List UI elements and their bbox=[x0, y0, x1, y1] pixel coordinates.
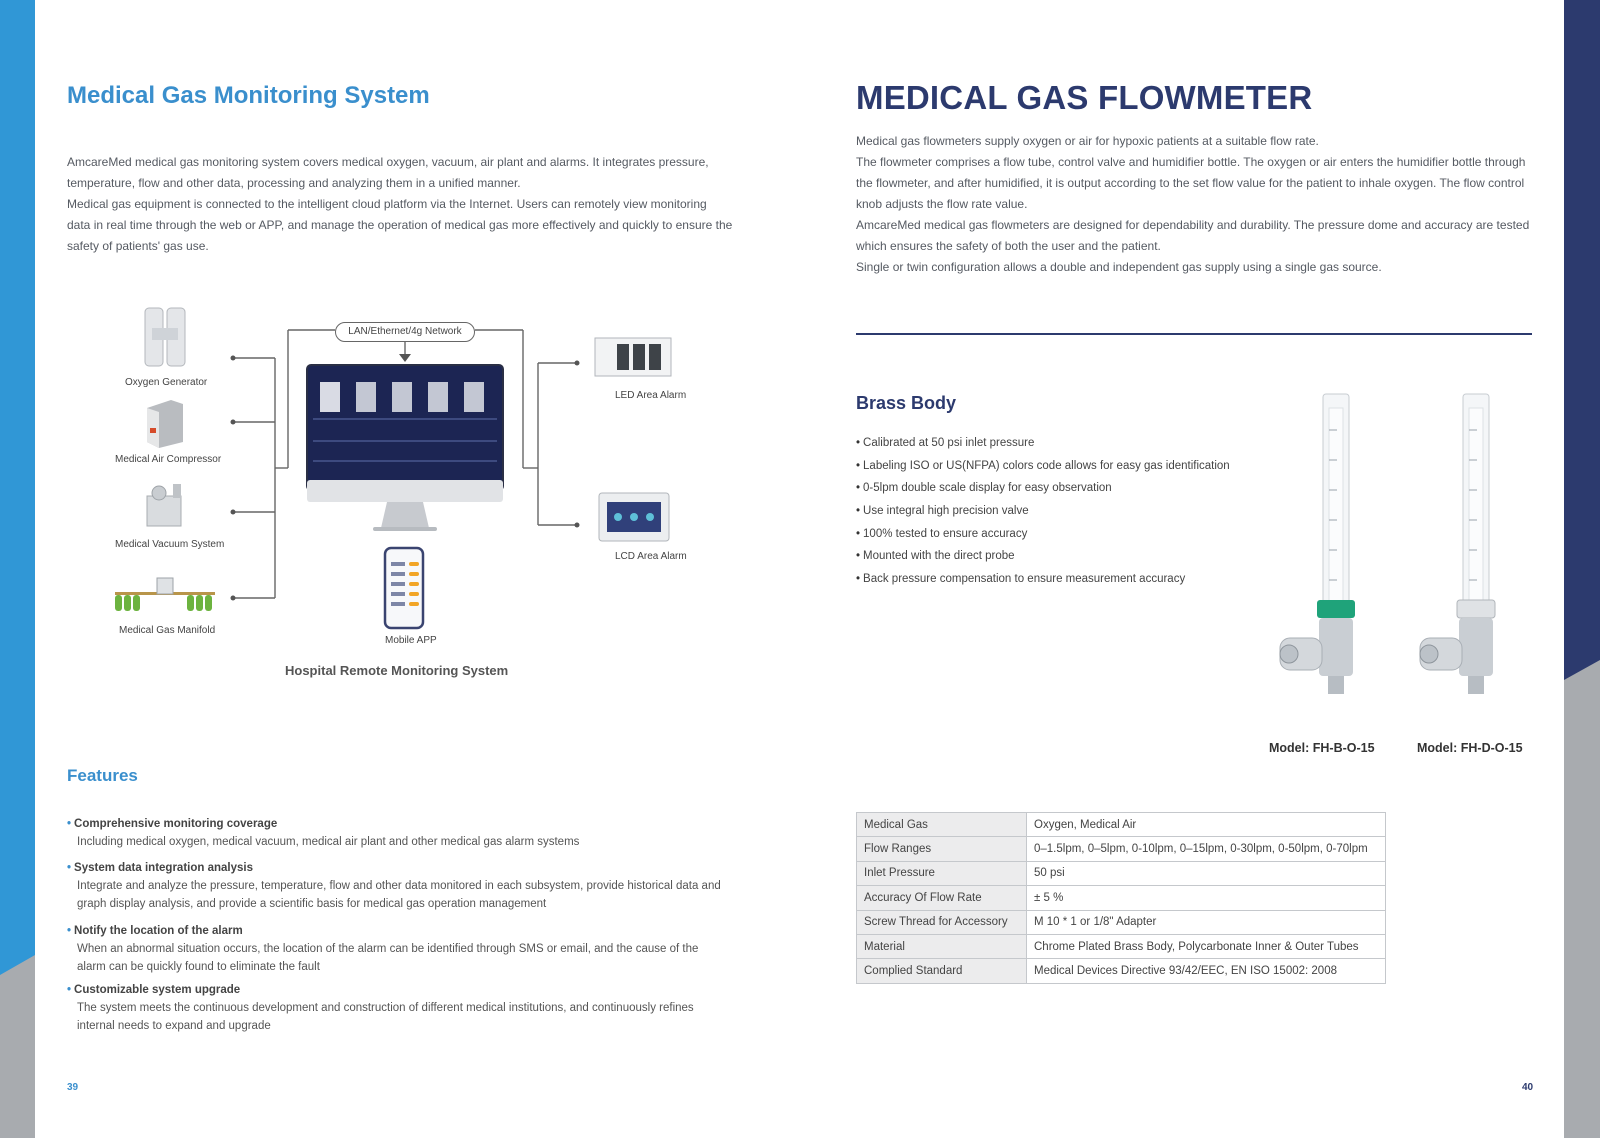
brass-feature-list bbox=[856, 432, 1276, 591]
device-label-oxygen-generator: Oxygen Generator bbox=[125, 377, 208, 388]
feature-body: Including medical oxygen, medical vacuum, medical air plant and other medical gas alarm systems bbox=[77, 836, 580, 848]
feature-body: When an abnormal situation occurs, the location of the alarm can be identified through SMS or email, and the cause of the alarm can be quickly found to eliminate the fault bbox=[77, 943, 699, 973]
spec-key: Material bbox=[857, 934, 1027, 958]
list-item bbox=[856, 455, 1276, 478]
brass-body-title: Brass Body bbox=[856, 393, 957, 413]
intro-line: AmcareMed medical gas monitoring system covers medical oxygen, vacuum, air plant and alarms. It integrates pressure, bbox=[67, 155, 709, 169]
spec-key: Inlet Pressure bbox=[857, 861, 1027, 885]
bullet-icon: • bbox=[67, 925, 72, 937]
bullet-icon: • bbox=[67, 818, 72, 830]
list-item-text: 100% tested to ensure accuracy bbox=[863, 527, 1028, 540]
table-row bbox=[857, 959, 1386, 983]
led-alarm-icon bbox=[595, 338, 671, 376]
network-arrow bbox=[399, 354, 411, 362]
spec-value: M 10 * 1 or 1/8" Adapter bbox=[1027, 910, 1386, 934]
feature-item bbox=[67, 925, 727, 976]
flowmeter-fh-d-o-15-image bbox=[1405, 390, 1530, 710]
intro-paragraph: AmcareMed medical gas flowmeters are designed for dependability and durability. The pressure dome and accuracy are tested which ensures the safety of both the user and the patient. bbox=[856, 218, 1530, 253]
alarm-label-lcd: LCD Area Alarm bbox=[615, 551, 687, 562]
feature-body: The system meets the continuous development and construction of different medical institutions, and continuously refines internal needs to expand and upgrade bbox=[77, 1002, 694, 1032]
flowmeter-intro bbox=[856, 131, 1532, 278]
monitor-icon bbox=[307, 365, 503, 531]
monitoring-intro bbox=[67, 152, 747, 257]
list-item bbox=[856, 477, 1276, 500]
right-corner-band bbox=[1564, 660, 1600, 1138]
spec-value: Medical Devices Directive 93/42/EEC, EN ISO 15002: 2008 bbox=[1027, 959, 1386, 983]
table-row bbox=[857, 934, 1386, 958]
table-row bbox=[857, 910, 1386, 934]
air-compressor-icon bbox=[147, 400, 183, 448]
feature-item bbox=[67, 862, 727, 913]
feature-item bbox=[67, 984, 727, 1035]
spec-key: Flow Ranges bbox=[857, 837, 1027, 861]
section-divider bbox=[856, 333, 1532, 335]
list-item bbox=[856, 500, 1276, 523]
list-item bbox=[856, 432, 1276, 455]
list-item-text: Use integral high precision valve bbox=[863, 505, 1029, 518]
feature-title: Customizable system upgrade bbox=[74, 984, 241, 996]
bullet-icon: • bbox=[856, 550, 861, 563]
spec-key: Medical Gas bbox=[857, 813, 1027, 837]
lcd-alarm-icon bbox=[599, 493, 669, 541]
list-item bbox=[856, 545, 1276, 568]
feature-item bbox=[67, 818, 727, 851]
monitoring-diagram bbox=[105, 300, 705, 700]
bullet-icon: • bbox=[856, 437, 861, 449]
alarm-label-led: LED Area Alarm bbox=[615, 390, 687, 401]
page-number-right: 40 bbox=[1522, 1082, 1534, 1093]
spec-value: 0–1.5lpm, 0–5lpm, 0-10lpm, 0–15lpm, 0-30lpm, 0-50lpm, 0-70lpm bbox=[1027, 837, 1386, 861]
flowmeter-fh-b-o-15-image bbox=[1265, 390, 1390, 710]
model-label-d: Model: FH-D-O-15 bbox=[1417, 741, 1523, 755]
bullet-icon: • bbox=[856, 459, 861, 472]
table-row bbox=[857, 861, 1386, 885]
network-label: LAN/Ethernet/4g Network bbox=[335, 322, 475, 342]
feature-title: System data integration analysis bbox=[74, 862, 253, 874]
feature-body: Integrate and analyze the pressure, temperature, flow and other data monitored in each subsystem, provide historical data and graph display analysis, and provide a scientific basis for medical gas operation management bbox=[77, 880, 721, 910]
gas-manifold-icon bbox=[115, 578, 215, 611]
diagram-caption: Hospital Remote Monitoring System bbox=[285, 663, 509, 678]
table-row bbox=[857, 837, 1386, 861]
vacuum-system-icon bbox=[147, 484, 181, 526]
spec-value: ± 5 % bbox=[1027, 886, 1386, 910]
left-corner-band bbox=[0, 955, 35, 1138]
bullet-icon: • bbox=[67, 984, 72, 996]
list-item-text: Calibrated at 50 psi inlet pressure bbox=[863, 437, 1035, 449]
list-item-text: Labeling ISO or US(NFPA) colors code allows for easy gas identification bbox=[863, 459, 1230, 472]
flowmeter-title: MEDICAL GAS FLOWMETER bbox=[856, 79, 1313, 116]
list-item bbox=[856, 523, 1276, 546]
list-item-text: Mounted with the direct probe bbox=[863, 550, 1015, 563]
mobile-app-label: Mobile APP bbox=[385, 635, 437, 646]
table-row bbox=[857, 813, 1386, 837]
model-label-b: Model: FH-B-O-15 bbox=[1269, 741, 1375, 755]
bullet-icon: • bbox=[856, 482, 861, 495]
bullet-icon: • bbox=[67, 862, 72, 874]
device-label-air-compressor: Medical Air Compressor bbox=[115, 454, 222, 465]
bullet-icon: • bbox=[856, 505, 861, 518]
mobile-phone-icon bbox=[385, 548, 423, 628]
spec-key: Accuracy Of Flow Rate bbox=[857, 886, 1027, 910]
list-item bbox=[856, 568, 1276, 591]
features-title: Features bbox=[67, 766, 138, 785]
intro-paragraph: The flowmeter comprises a flow tube, control valve and humidifier bottle. The oxygen or air enters the humidifier bottle through the flowmeter, and after humidified, it is output according to the set flow value for the patient to inhale oxygen. The flow control knob adjusts the flow rate value. bbox=[856, 155, 1526, 211]
intro-line: temperature, flow and other data, processing and analyzing them in a unified manner. bbox=[67, 176, 521, 190]
device-label-gas-manifold: Medical Gas Manifold bbox=[119, 625, 216, 636]
spec-value: 50 psi bbox=[1027, 861, 1386, 885]
bullet-icon: • bbox=[856, 573, 861, 586]
intro-line: data in real time through the web or APP, and manage the operation of medical gas more effectively and quickly to ensure the bbox=[67, 218, 733, 232]
monitoring-title: Medical Gas Monitoring System bbox=[67, 82, 430, 109]
device-label-vacuum-system: Medical Vacuum System bbox=[115, 539, 225, 550]
feature-title: Notify the location of the alarm bbox=[74, 925, 243, 937]
bullet-icon: • bbox=[856, 527, 861, 540]
list-item-text: Back pressure compensation to ensure measurement accuracy bbox=[863, 573, 1186, 586]
intro-line: Medical gas equipment is connected to the intelligent cloud platform via the Internet. Users can remotely view monitoring bbox=[67, 197, 707, 211]
spec-key: Screw Thread for Accessory bbox=[857, 910, 1027, 934]
table-row bbox=[857, 886, 1386, 910]
list-item-text: 0-5lpm double scale display for easy observation bbox=[863, 482, 1112, 495]
page-number-left: 39 bbox=[67, 1082, 79, 1093]
oxygen-generator-icon bbox=[145, 308, 185, 366]
intro-paragraph: Single or twin configuration allows a double and independent gas supply using a single gas source. bbox=[856, 260, 1382, 274]
spec-key: Complied Standard bbox=[857, 959, 1027, 983]
feature-title: Comprehensive monitoring coverage bbox=[74, 818, 278, 830]
spec-value: Chrome Plated Brass Body, Polycarbonate Inner & Outer Tubes bbox=[1027, 934, 1386, 958]
intro-paragraph: Medical gas flowmeters supply oxygen or air for hypoxic patients at a suitable flow rate. bbox=[856, 134, 1319, 148]
spec-value: Oxygen, Medical Air bbox=[1027, 813, 1386, 837]
intro-line: safety of patients' gas use. bbox=[67, 239, 209, 253]
spec-table bbox=[856, 812, 1386, 984]
